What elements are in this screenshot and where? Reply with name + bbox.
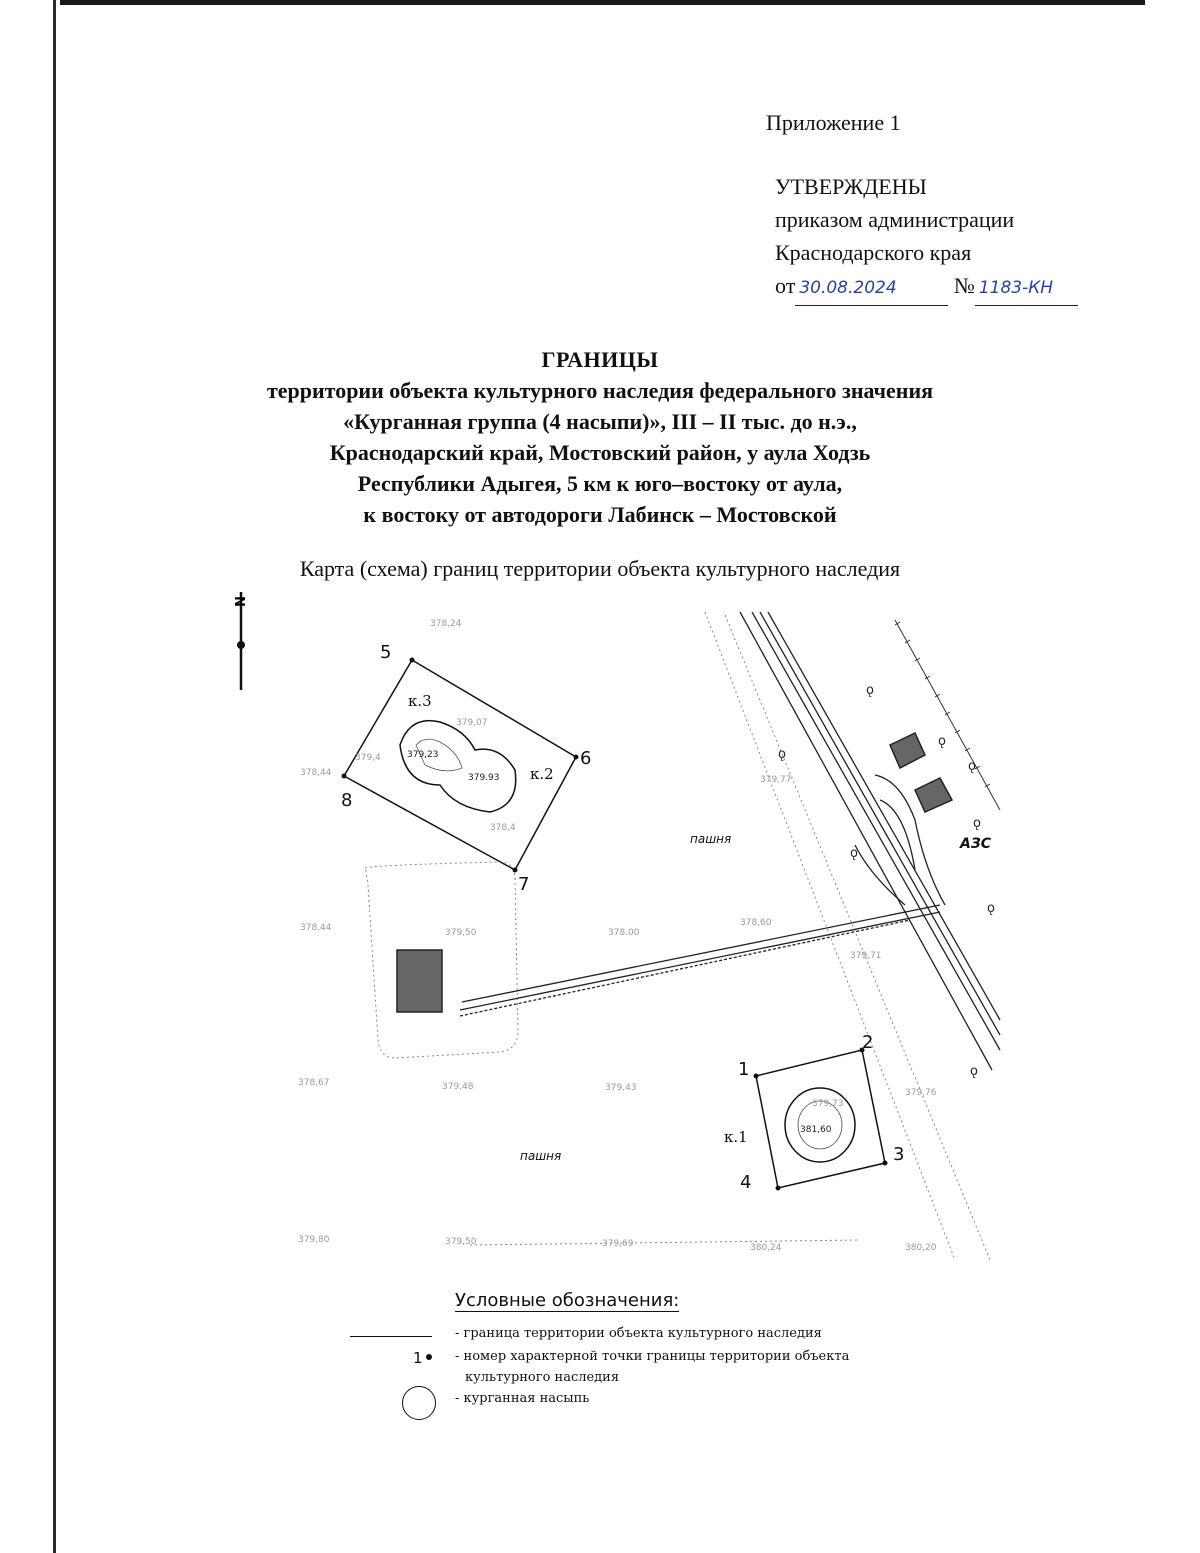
svg-text:ǫ: ǫ (866, 683, 874, 698)
point-label-3: 3 (893, 1144, 905, 1165)
svg-text:378,4: 378,4 (490, 823, 516, 833)
svg-text:ǫ: ǫ (938, 734, 946, 749)
elev-k2: 379.93 (468, 773, 500, 783)
svg-text:378,24: 378,24 (430, 619, 462, 629)
boundary-points (342, 658, 888, 1191)
svg-text:ǫ: ǫ (970, 1064, 978, 1079)
approval-block (775, 170, 1078, 306)
svg-text:379,48: 379,48 (442, 1082, 474, 1092)
legend-boundary-desc: - граница территории объекта культурного наследия (455, 1326, 822, 1341)
svg-text:ǫ: ǫ (968, 759, 976, 774)
title-line-4: Республики Адыгея, 5 км к юго–востоку от аула, (357, 471, 843, 496)
svg-text:380,24: 380,24 (750, 1243, 782, 1253)
handwritten-number: 1183-КН (975, 272, 1078, 306)
building-gas-2 (915, 778, 952, 812)
svg-text:378,44: 378,44 (300, 923, 332, 933)
svg-text:ǫ: ǫ (987, 901, 995, 916)
point-label-2: 2 (862, 1032, 874, 1053)
svg-text:ǫ: ǫ (850, 846, 858, 861)
title-line-3: Краснодарский край, Мостовский район, у аула Ходзь (329, 440, 871, 465)
svg-text:378,60: 378,60 (740, 918, 772, 928)
svg-text:379,80: 379,80 (298, 1235, 330, 1245)
svg-text:380,20: 380,20 (905, 1243, 937, 1253)
legend-mound-desc: - курганная насыпь (455, 1391, 590, 1406)
svg-text:379,4: 379,4 (355, 753, 381, 763)
point-label-7: 7 (518, 874, 530, 895)
legend-point-desc: - номер характерной точки границы территории объекта (455, 1349, 850, 1364)
title-line-5: к востоку от автодороги Лабинск – Мостовской (363, 502, 837, 527)
scan-edge-top (60, 0, 1145, 5)
point-labels (341, 642, 904, 1193)
svg-text:379.77: 379.77 (760, 775, 792, 785)
mound-label-k3: к.3 (408, 692, 432, 710)
legend-point-symbol-number: 1 (413, 1349, 423, 1367)
legend-title: Условные обозначения: (455, 1290, 680, 1311)
point-label-8: 8 (341, 790, 353, 811)
title-line-2: «Курганная группа (4 насыпи)», III – II тыс. до н.э., (343, 409, 857, 434)
mound-contours (400, 721, 855, 1162)
mound-label-k2: к.2 (530, 765, 554, 783)
field-label-south: пашня (520, 1149, 562, 1163)
annex-label: Приложение 1 (766, 110, 901, 135)
svg-text:ǫ: ǫ (973, 816, 981, 831)
legend-point-desc-2: культурного наследия (465, 1370, 620, 1385)
date-prefix: от (775, 273, 796, 298)
approved-label: УТВЕРЖДЕНЫ (775, 174, 927, 199)
elev-k3: 379,23 (407, 750, 439, 760)
svg-text:379,73: 379,73 (812, 1099, 844, 1109)
field-label-north: пашня (690, 832, 732, 846)
handwritten-date: 30.08.2024 (795, 272, 948, 306)
number-prefix: № (953, 273, 975, 298)
point-label-4: 4 (740, 1172, 752, 1193)
svg-text:378,67: 378,67 (298, 1078, 330, 1088)
point-label-5: 5 (380, 642, 392, 663)
map-subtitle: Карта (схема) границ территории объекта культурного наследия (299, 556, 901, 581)
svg-text:ǫ: ǫ (778, 747, 786, 762)
date-number-line (775, 269, 1078, 306)
svg-text:379,71: 379,71 (850, 951, 882, 961)
scan-edge-left (53, 0, 56, 1553)
mound-label-k1: к.1 (724, 1128, 748, 1146)
region-line: Краснодарского края (775, 240, 972, 265)
svg-text:378,44: 378,44 (300, 768, 332, 778)
legend-boundary-line-symbol (350, 1336, 432, 1337)
legend-point-symbol (426, 1354, 432, 1360)
point-label-6: 6 (580, 748, 592, 769)
document-title (0, 344, 1200, 530)
north-arrow (231, 592, 246, 690)
building-large (397, 950, 442, 1012)
title-line-1: территории объекта культурного наследия федерального значения (266, 378, 934, 403)
order-line: приказом администрации (775, 207, 1015, 232)
title-heading: ГРАНИЦЫ (541, 347, 659, 372)
embankment-hatch (895, 620, 1000, 810)
elev-k1: 381,60 (800, 1125, 832, 1135)
svg-text:379,50: 379,50 (445, 928, 477, 938)
svg-text:379,69: 379,69 (602, 1239, 634, 1249)
svg-text:379,76: 379,76 (905, 1088, 937, 1098)
boundary-map (230, 585, 1010, 1275)
building-gas-1 (890, 733, 925, 768)
point-label-1: 1 (738, 1059, 750, 1080)
north-label: N (231, 596, 246, 607)
svg-text:378.00: 378.00 (608, 928, 640, 938)
legend-mound-symbol (402, 1386, 436, 1420)
gas-station-label: АЗС (960, 836, 992, 852)
svg-text:379,07: 379,07 (456, 718, 488, 728)
boundary-polygon-south (756, 1050, 885, 1188)
svg-text:379,43: 379,43 (605, 1083, 637, 1093)
elevation-marks-faint (298, 619, 937, 1253)
svg-text:379,50: 379,50 (445, 1237, 477, 1247)
